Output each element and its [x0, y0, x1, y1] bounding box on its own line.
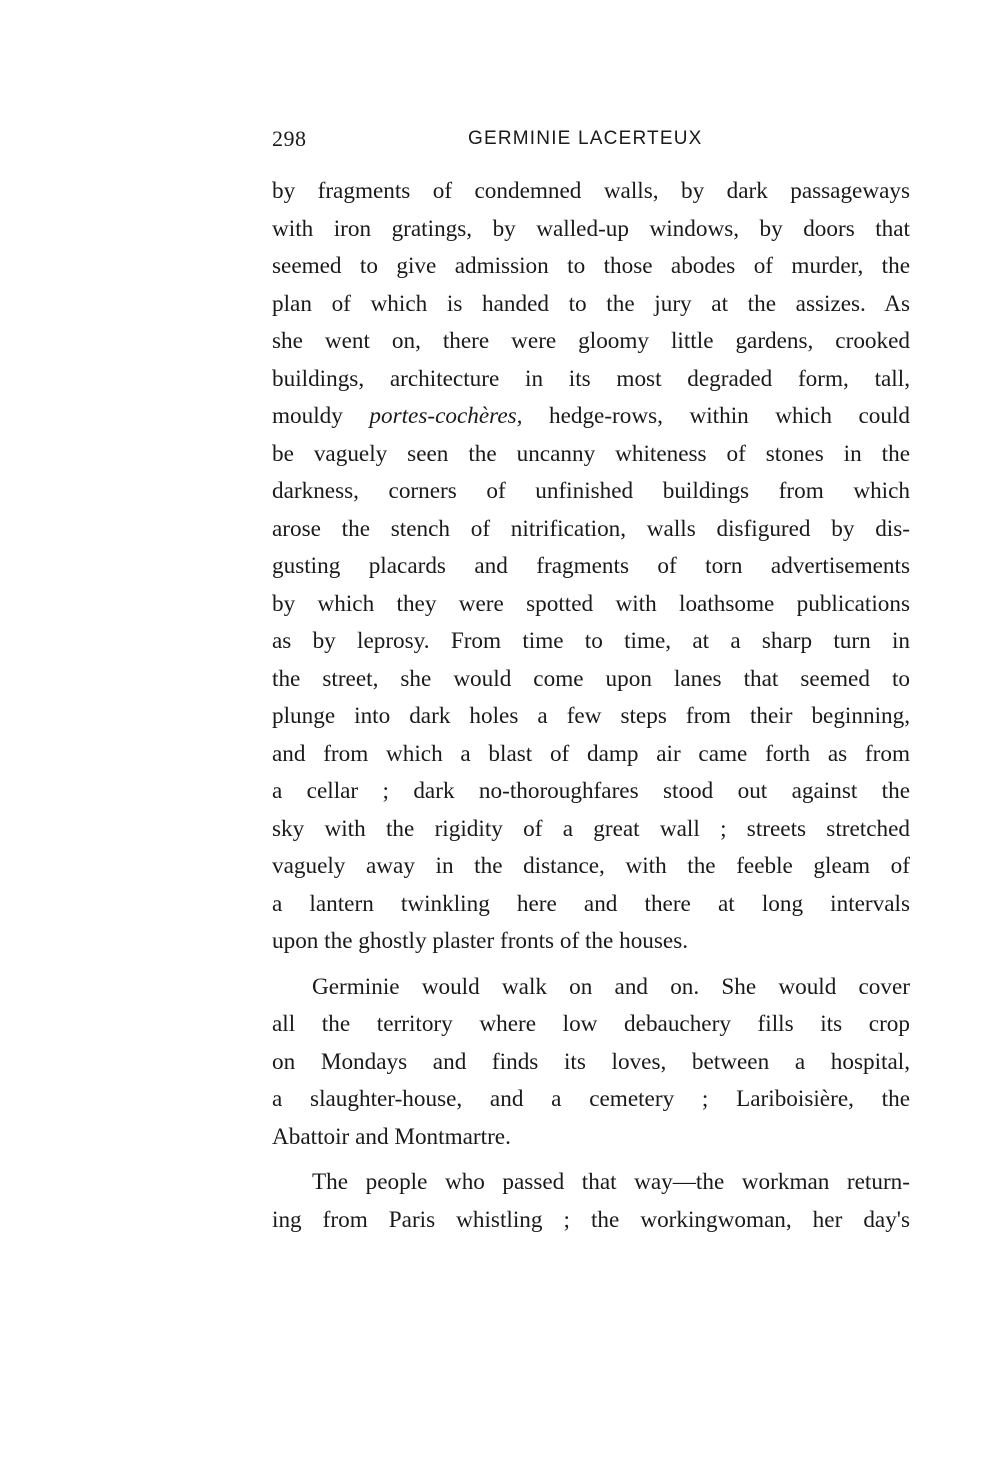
- italic-phrase: portes-cochères,: [369, 403, 523, 429]
- text-line: as by leprosy. From time to time, at a sharp turn in: [272, 628, 910, 654]
- paragraph-gap: [272, 961, 910, 969]
- text-line: a lantern twinkling here and there at long intervals: [272, 890, 910, 917]
- text-line: Germinie would walk on and on. She would cover: [312, 973, 910, 1000]
- text-line: gusting placards and fragments of torn advertisements: [272, 553, 910, 579]
- text-line: all the territory where low debauchery fills its crop: [272, 1011, 910, 1037]
- text-line: The people who passed that way—the workman return-: [312, 1169, 910, 1195]
- text-line: darkness, corners of unfinished buildings from which: [272, 478, 910, 504]
- body-text: [272, 173, 910, 1239]
- text-line: vaguely away in the distance, with the feeble gleam of: [272, 853, 910, 879]
- text-line: arose the stench of nitrification, walls disfigured by dis-: [272, 515, 910, 542]
- paragraph-1: [272, 173, 910, 961]
- paragraph-gap: [272, 1156, 910, 1164]
- text-line: she went on, there were gloomy little gardens, crooked: [272, 328, 910, 354]
- text-line: buildings, architecture in its most degraded form, tall,: [272, 365, 910, 392]
- text-line: on Mondays and finds its loves, between a hospital,: [272, 1048, 910, 1075]
- text-line: upon the ghostly plaster fronts of the houses.: [272, 928, 689, 954]
- text-line: and from which a blast of damp air came forth as from: [272, 740, 910, 767]
- text-line: by which they were spotted with loathsome publications: [272, 590, 910, 617]
- text-line: ing from Paris whistling ; the workingwoman, her day's: [272, 1206, 910, 1233]
- text-run: hedge-rows, within which could: [522, 403, 910, 429]
- text-line: a slaughter-house, and a cemetery ; Lariboisière, the: [272, 1086, 910, 1112]
- text-line: sky with the rigidity of a great wall ; streets stretched: [272, 815, 910, 842]
- text-line: by fragments of condemned walls, by dark passageways: [272, 178, 910, 204]
- text-line-mixed: [272, 398, 910, 436]
- text-line: Abattoir and Montmartre.: [272, 1123, 511, 1150]
- paragraph-3: [272, 1164, 910, 1239]
- running-head: [272, 126, 910, 156]
- text-line: seemed to give admission to those abodes of murder, the: [272, 253, 910, 279]
- book-title: GERMINIE LACERTEUX: [468, 128, 703, 149]
- paragraph-2: [272, 969, 910, 1157]
- text-line: with iron gratings, by walled-up windows, by doors that: [272, 215, 910, 242]
- page-number: 298: [272, 126, 307, 151]
- text-line: plunge into dark holes a few steps from their beginning,: [272, 703, 910, 729]
- text-line: a cellar ; dark no-thoroughfares stood out against the: [272, 778, 910, 804]
- text-line: be vaguely seen the uncanny whiteness of stones in the: [272, 440, 910, 467]
- text-line: the street, she would come upon lanes that seemed to: [272, 665, 910, 692]
- text-line: plan of which is handed to the jury at the assizes. As: [272, 290, 910, 317]
- text-run: mouldy: [272, 403, 370, 429]
